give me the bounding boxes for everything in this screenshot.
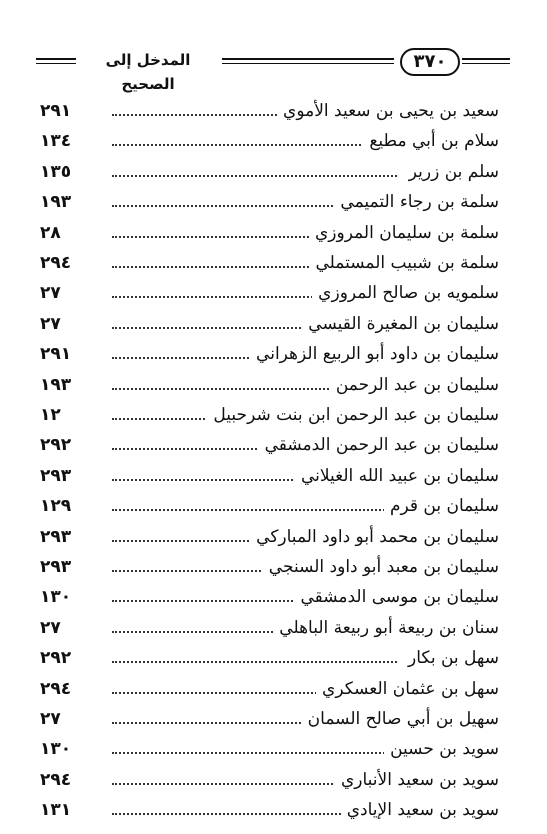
entry-name: سليمان بن معبد أبو داود السنجي <box>263 552 499 582</box>
entry-page-number: ١٢٩ <box>40 496 72 517</box>
entry-name: سليمان بن عبيد الله الغيلاني <box>295 461 499 491</box>
dot-leader <box>112 175 397 177</box>
page-number: ٣٧٠ <box>400 48 460 76</box>
entry-name: سليمان بن عبد الرحمن ابن بنت شرحبيل <box>207 400 499 430</box>
entry-name: سليمان بن المغيرة القيسي <box>302 309 499 339</box>
entry-name: سلمة بن سليمان المروزي <box>309 218 499 248</box>
header-rule-left-thin <box>36 63 76 64</box>
dot-leader <box>112 509 397 511</box>
index-entry <box>0 734 547 764</box>
entry-name: سليمان بن عبد الرحمن <box>330 370 499 400</box>
entry-name: سويد بن سعيد الأنباري <box>335 765 499 795</box>
entry-page-number: ٢٩٣ <box>40 526 72 547</box>
entry-page-number: ٢٩١ <box>40 344 72 365</box>
entry-name: سلمة بن شبيب المستملي <box>309 248 499 278</box>
index-entry <box>0 461 547 491</box>
index-entry <box>0 370 547 400</box>
header-rule-right <box>462 58 510 60</box>
index-entry <box>0 248 547 278</box>
entry-name: سليمان بن محمد أبو داود المباركي <box>250 522 499 552</box>
index-entry <box>0 278 547 308</box>
entry-name: سليمان بن داود أبو الربيع الزهراني <box>250 339 499 369</box>
header-rule-middle-thin <box>222 63 394 64</box>
index-entry <box>0 187 547 217</box>
index-entry <box>0 218 547 248</box>
entry-page-number: ١٣٤ <box>40 131 72 152</box>
entry-page-number: ٢٩٣ <box>40 557 72 577</box>
index-entry <box>0 522 547 552</box>
dot-leader <box>112 144 397 146</box>
entry-page-number: ١٣٠ <box>40 587 72 608</box>
index-entry <box>0 339 547 369</box>
index-entry <box>0 126 547 156</box>
header-rule-right-thin <box>462 63 510 64</box>
entry-page-number: ٢٩٤ <box>40 678 72 699</box>
entry-name: سليمان بن موسى الدمشقي <box>294 582 499 612</box>
entry-name: سهيل بن أبي صالح السمان <box>302 704 499 734</box>
entry-page-number: ١٣١ <box>40 800 72 821</box>
entry-name: سعيد بن يحيى بن سعيد الأموي <box>277 96 499 126</box>
entry-name: سويد بن سعيد الإيادي <box>341 795 499 825</box>
entry-name: سلم بن زرير <box>403 157 499 187</box>
entry-page-number: ٢٩١ <box>40 101 72 121</box>
page-header <box>0 40 547 93</box>
entry-name: سنان بن ربيعة أبو ربيعة الباهلي <box>273 613 499 643</box>
entry-page-number: ١٩٣ <box>40 192 72 213</box>
entry-page-number: ٢٧ <box>40 313 61 334</box>
entry-page-number: ٢٧ <box>40 709 61 729</box>
entry-name: سليمان بن عبد الرحمن الدمشقي <box>259 430 499 460</box>
index-entry <box>0 765 547 795</box>
entry-page-number: ١٩٣ <box>40 374 72 395</box>
index-entry <box>0 704 547 734</box>
entry-name: سهل بن بكار <box>402 643 499 673</box>
index-entry <box>0 582 547 612</box>
index-entry <box>0 400 547 430</box>
dot-leader <box>112 661 397 663</box>
entry-page-number: ١٢ <box>40 405 61 425</box>
entry-page-number: ٢٩٤ <box>40 253 72 273</box>
header-rule-left <box>36 58 76 60</box>
entry-name: سهل بن عثمان العسكري <box>316 674 499 704</box>
entry-name: سليمان بن قرم <box>384 491 499 521</box>
entry-page-number: ٢٨ <box>40 222 61 243</box>
entry-name: سويد بن حسين <box>384 734 499 764</box>
entry-name: سلام بن أبي مطيع <box>363 126 499 156</box>
index-entry <box>0 552 547 582</box>
entry-page-number: ٢٩٢ <box>40 435 72 456</box>
index-entry <box>0 491 547 521</box>
entry-page-number: ١٣٠ <box>40 739 72 760</box>
index-entry <box>0 157 547 187</box>
entry-page-number: ٢٧ <box>40 617 61 638</box>
entry-page-number: ٢٩٢ <box>40 648 72 669</box>
entry-page-number: ١٣٥ <box>40 161 72 182</box>
index-entry <box>0 674 547 704</box>
entry-page-number: ٢٩٤ <box>40 769 72 790</box>
entry-name: سلمة بن رجاء التميمي <box>334 187 499 217</box>
index-entry <box>0 309 547 339</box>
book-title: المدخل إلى الصحيح <box>105 51 191 93</box>
index-entry <box>0 795 547 825</box>
index-entry <box>0 613 547 643</box>
index-entry <box>0 430 547 460</box>
dot-leader <box>112 752 397 754</box>
index-entry <box>0 96 547 126</box>
index-entry <box>0 643 547 673</box>
entry-page-number: ٢٩٣ <box>40 465 72 486</box>
entry-page-number: ٢٧ <box>40 283 61 304</box>
header-rule-middle <box>222 58 394 60</box>
entry-name: سلمويه بن صالح المروزي <box>312 278 499 308</box>
